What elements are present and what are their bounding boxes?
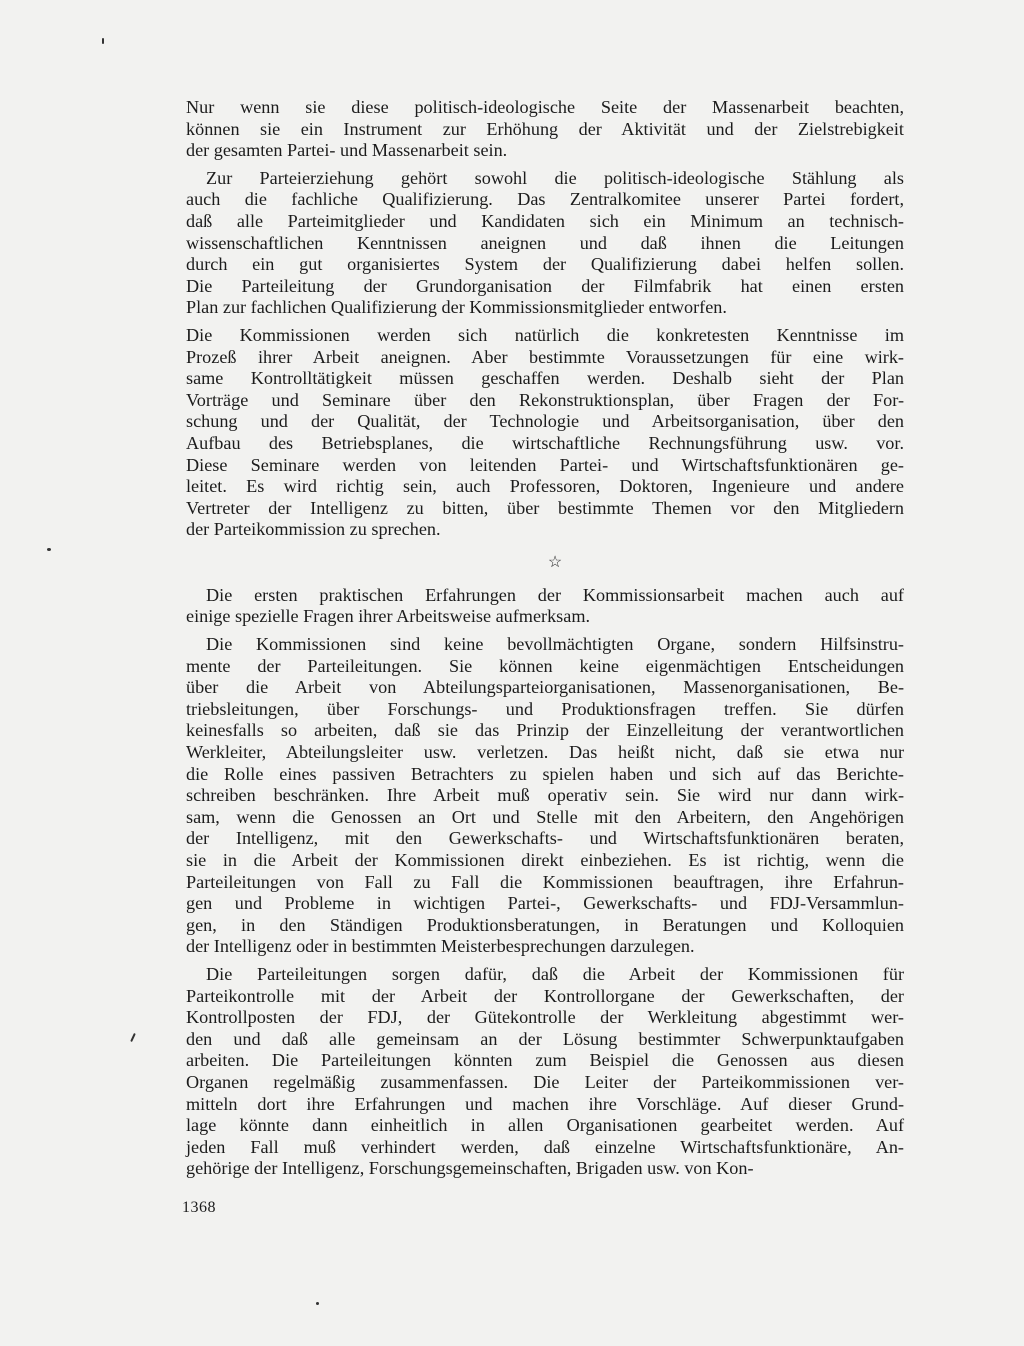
text-line: Kontrollposten der FDJ, der Gütekontrolle der Werkleitung abgestimmt wer- xyxy=(186,1007,904,1028)
text-line: sie in die Arbeit der Kommissionen direkt einbeziehen. Es ist richtig, wenn die xyxy=(186,850,904,870)
text-line: der gesamten Partei- und Massenarbeit sein. xyxy=(186,140,508,161)
text-column xyxy=(186,97,904,1186)
text-line: arbeiten. Die Parteileitungen könnten zum Beispiel die Genossen aus diesen xyxy=(186,1050,904,1071)
scan-speck xyxy=(316,1302,319,1305)
text-block-before-separator xyxy=(186,97,904,541)
paragraph xyxy=(186,585,904,628)
text-line: gehörige der Intelligenz, Forschungsgemeinschaften, Brigaden usw. von Kon- xyxy=(186,1158,754,1179)
text-line: über die Arbeit von Abteilungsparteiorganisationen, Massenorganisationen, Be- xyxy=(186,677,904,698)
text-line: gen und Probleme in wichtigen Partei-, Gewerkschafts- und FDJ-Versammlun- xyxy=(186,893,904,914)
paragraph xyxy=(186,325,904,541)
scan-speck xyxy=(130,1033,136,1042)
text-line: Die Kommissionen werden sich natürlich die konkretesten Kenntnisse im xyxy=(186,324,904,345)
paragraph xyxy=(186,634,904,958)
text-line: Die Parteileitung der Grundorganisation der Filmfabrik hat einen ersten xyxy=(186,275,904,296)
paragraph xyxy=(186,97,904,162)
text-line: Die Kommissionen sind keine bevollmächtigten Organe, sondern Hilfsinstru- xyxy=(206,634,904,655)
text-line: der Intelligenz oder in bestimmten Meisterbesprechungen darzulegen. xyxy=(186,936,695,957)
text-line: die Rolle eines passiven Betrachters zu spielen haben und sich auf das Berichte- xyxy=(186,763,904,784)
scan-speck xyxy=(102,38,104,44)
text-line: durch ein gut organisiertes System der Qualifizierung dabei helfen sollen. xyxy=(186,254,904,275)
text-line: mente der Parteileitungen. Sie können keine eigenmächtigen Entscheidungen xyxy=(186,655,904,676)
text-line: leitet. Es wird richtig sein, auch Professoren, Doktoren, Ingenieure und andere xyxy=(186,476,904,497)
text-line: Zur Parteierziehung gehört sowohl die politisch-ideologische Stählung als xyxy=(206,167,904,188)
text-line: Prozeß ihrer Arbeit aneignen. Aber bestimmte Voraussetzungen für eine wirk- xyxy=(186,346,904,367)
text-line: Plan zur fachlichen Qualifizierung der Kommissionsmitglieder entworfen. xyxy=(186,297,727,318)
text-line: einige spezielle Fragen ihrer Arbeitsweise aufmerksam. xyxy=(186,606,591,627)
text-line: Nur wenn sie diese politisch-ideologische Seite der Massenarbeit beachten, xyxy=(186,97,904,117)
text-line: der Parteikommission zu sprechen. xyxy=(186,519,441,540)
text-line: triebsleitungen, über Forschungs- und Produktionsfragen treffen. Sie dürfen xyxy=(186,698,904,719)
paragraph xyxy=(186,168,904,319)
paragraph xyxy=(186,964,904,1180)
text-line: sam, wenn die Genossen an Ort und Stelle mit den Arbeitern, den Angehörigen xyxy=(186,806,904,827)
text-line: Diese Seminare werden von leitenden Partei- und Wirtschaftsfunktionären ge- xyxy=(186,454,904,475)
text-line: daß alle Parteimitglieder und Kandidaten sich ein Minimum an technisch- xyxy=(186,210,904,231)
text-line: mitteln dort ihre Erfahrungen und machen ihre Vorschläge. Auf dieser Grund- xyxy=(186,1093,904,1114)
text-line: Werkleiter, Abteilungsleiter usw. verletzen. Das heißt nicht, daß sie etwa nur xyxy=(186,742,904,763)
text-line: keinesfalls so arbeiten, daß sie das Prinzip der Einzelleitung der verantwortlichen xyxy=(186,720,904,741)
text-line: wissenschaftlichen Kenntnissen aneignen und daß ihnen die Leitungen xyxy=(186,232,904,253)
text-line: Vertreter der Intelligenz zu bitten, über bestimmte Themen vor den Mitgliedern xyxy=(186,497,904,518)
text-line: Die ersten praktischen Erfahrungen der Kommissionsarbeit machen auch auf xyxy=(206,584,904,605)
text-line: können sie ein Instrument zur Erhöhung der Aktivität und der Zielstrebigkeit xyxy=(186,118,904,139)
page-number: 1368 xyxy=(182,1199,216,1216)
scan-speck xyxy=(47,548,51,551)
text-line: jeden Fall muß verhindert werden, daß einzelne Wirtschaftsfunktionäre, An- xyxy=(186,1136,904,1157)
text-line: same Kontrolltätigkeit müssen geschaffen werden. Deshalb sieht der Plan xyxy=(186,368,904,389)
text-line: Parteileitungen von Fall zu Fall die Kommissionen beauftragen, ihre Erfahrun- xyxy=(186,871,904,892)
text-line: Aufbau des Betriebsplanes, die wirtschaftliche Rechnungsführung usw. vor. xyxy=(186,432,904,453)
text-block-after-separator xyxy=(186,585,904,1180)
text-line: Die Parteileitungen sorgen dafür, daß die Arbeit der Kommissionen für xyxy=(206,963,904,984)
text-line: den und daß alle gemeinsam an der Lösung bestimmter Schwerpunktaufgaben xyxy=(186,1028,904,1049)
text-line: Parteikontrolle mit der Arbeit der Kontrollorgane der Gewerkschaften, der xyxy=(186,985,904,1006)
text-line: lage könnte dann einheitlich in allen Organisationen gearbeitet werden. Auf xyxy=(186,1115,904,1136)
text-line: Organen regelmäßig zusammenfassen. Die Leiter der Parteikommissionen ver- xyxy=(186,1071,904,1092)
text-line: gen, in den Ständigen Produktionsberatungen, in Beratungen und Kolloquien xyxy=(186,914,904,935)
text-line: schung und der Qualität, der Technologie und Arbeitsorganisation, über den xyxy=(186,411,904,432)
star-separator: ☆ xyxy=(547,553,563,571)
text-line: auch die fachliche Qualifizierung. Das Zentralkomitee unserer Partei fordert, xyxy=(186,189,904,210)
text-line: schreiben beschränken. Ihre Arbeit muß operativ sein. Sie wird nur dann wirk- xyxy=(186,785,904,806)
text-line: der Intelligenz, mit den Gewerkschafts- und Wirtschaftsfunktionären beraten, xyxy=(186,828,904,849)
text-line: Vorträge und Seminare über den Rekonstruktionsplan, über Fragen der For- xyxy=(186,389,904,410)
